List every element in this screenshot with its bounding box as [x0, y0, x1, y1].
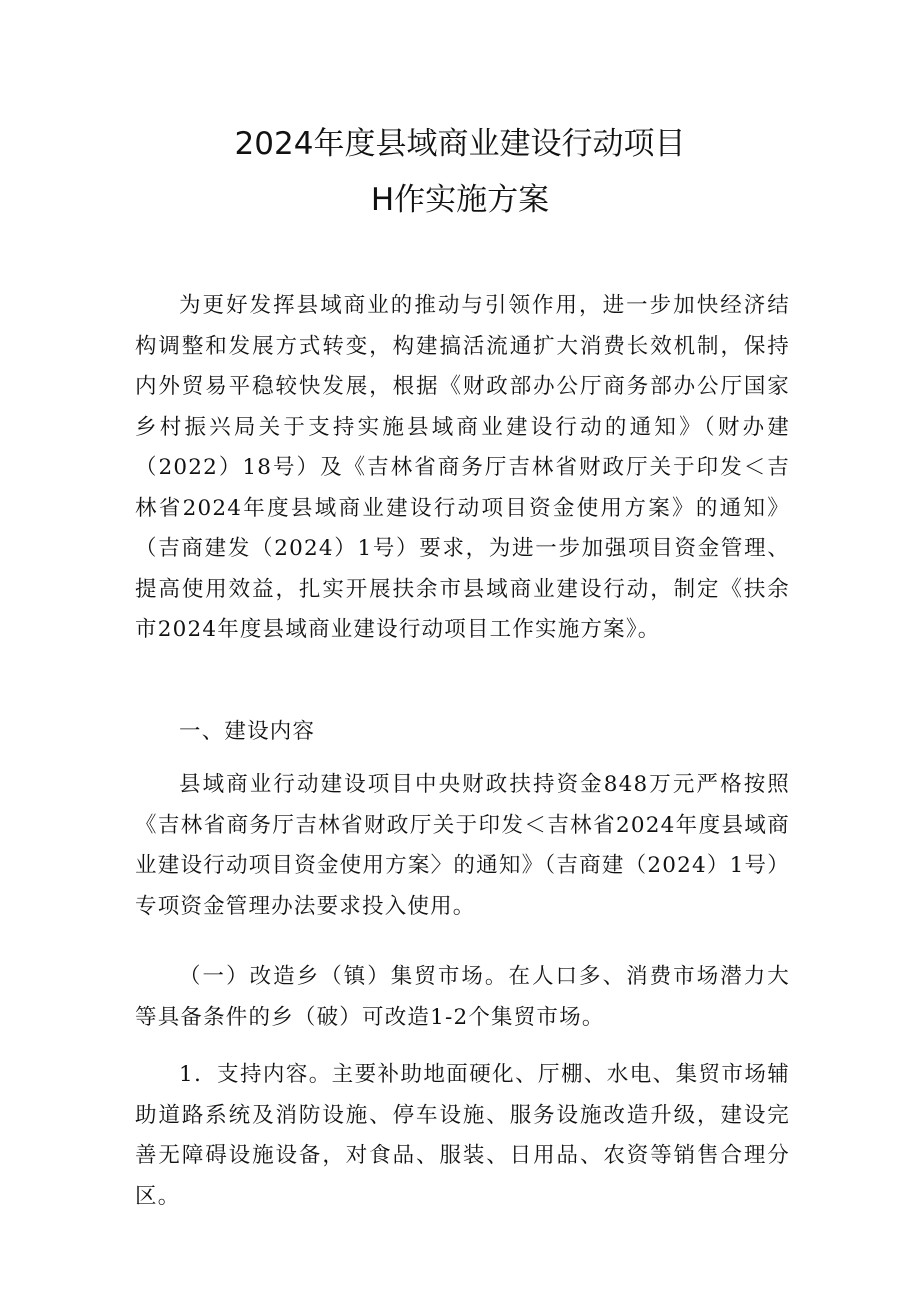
funds-paragraph: 县域商业行动建设项目中央财政扶持资金848万元严格按照《吉林省商务厅吉林省财政厅关于印发＜吉林省2024年度县域商业建设行动项目资金使用方案〉的通知》（吉商建（2024）1号）专项资金管理办法要求投入使用。 — [135, 772, 790, 919]
subsection-market-renovation: （一）改造乡（镇）集贸市场。在人口多、消费市场潜力大等具备条件的乡（破）可改造1-2个集贸市场。 — [135, 964, 790, 1030]
document-title-line-1: 2024年度县域商业建设行动项目 — [234, 126, 686, 162]
document-title-line-2: H作实施方案 — [370, 182, 550, 218]
intro-paragraph: 为更好发挥县域商业的推动与引领作用，进一步加快经济结构调整和发展方式转变，构建搞活流通扩大消费长效机制，保持内外贸易平稳较快发展，根据《财政部办公厅商务部办公厅国家乡村振兴局关于支持实施县域商业建设行动的通知》（财办建（2022）18号）及《吉林省商务厅吉林省财政厅关于印发＜吉林省2024年度县域商业建设行动项目资金使用方案》的通知》（吉商建发（2024）1号）要求，为进一步加强项目资金管理、提高使用效益，扎实开展扶余市县域商业建设行动，制定《扶余市2024年度县域商业建设行动项目工作实施方案》。 — [135, 293, 790, 642]
support-content-item: 1．支持内容。主要补助地面硬化、厅棚、水电、集贸市场辅助道路系统及消防设施、停车设施、服务设施改造升级，建设完善无障碍设施设备，对食品、服装、日用品、农资等销售合理分区。 — [135, 1062, 790, 1209]
section-heading-construction-content: 一、建设内容 — [179, 719, 316, 744]
